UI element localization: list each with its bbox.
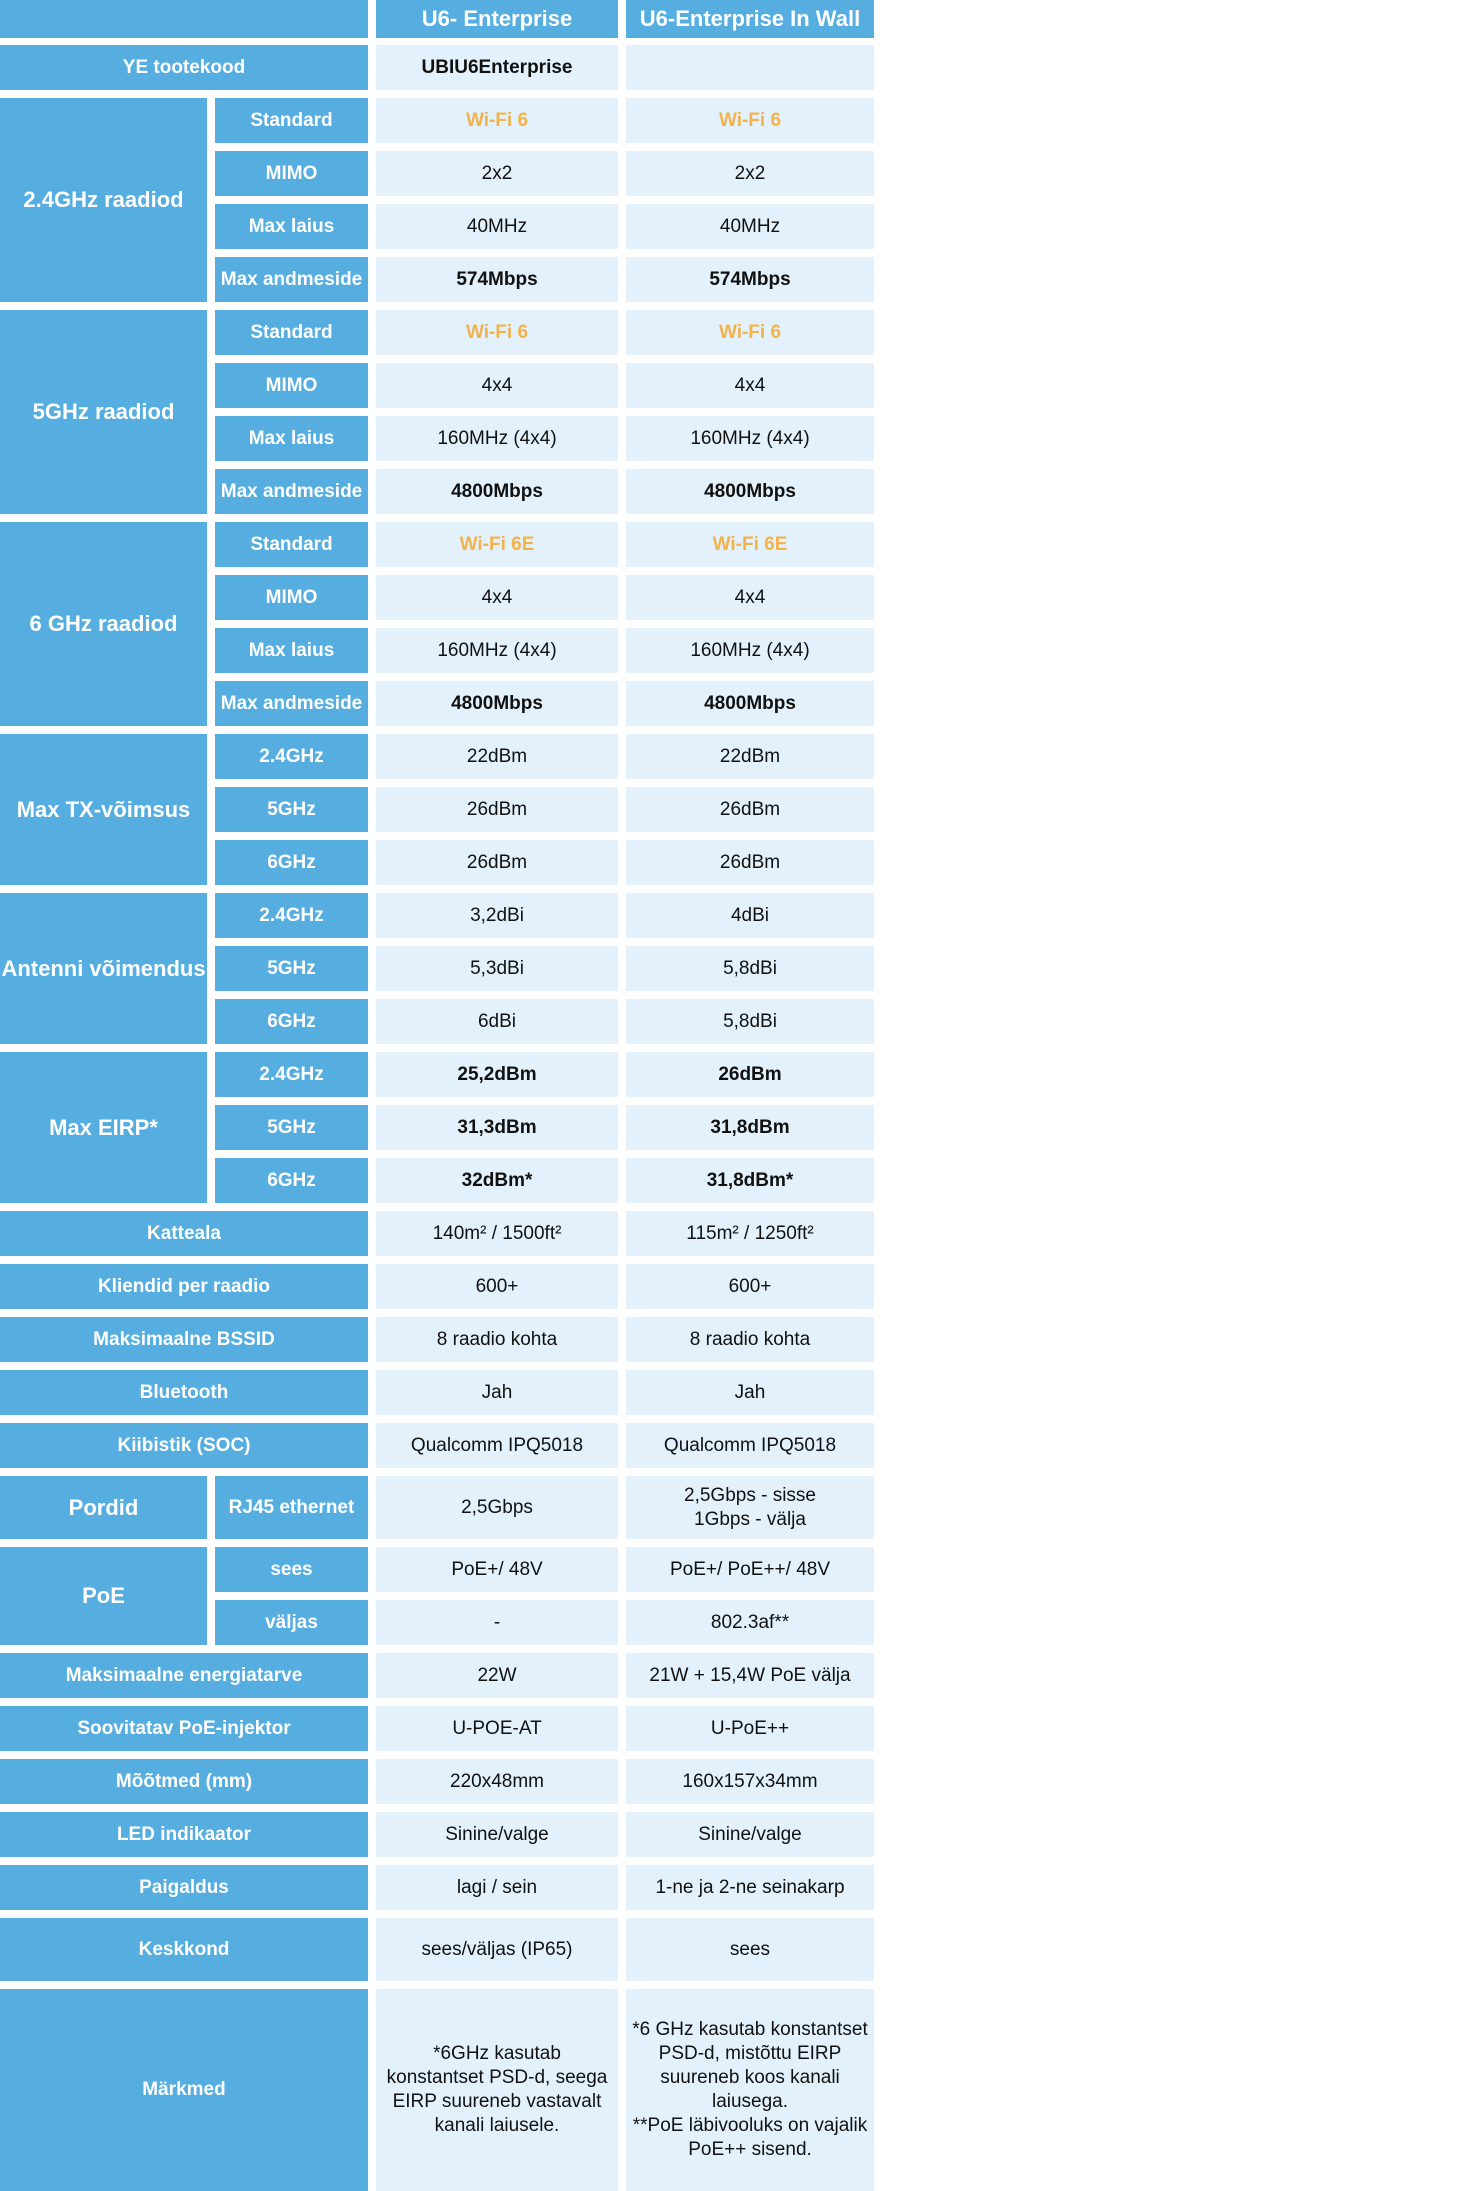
pordid-rj45-ethernet-value-u6-enterprise-in-wall: 2,5Gbps - sisse 1Gbps - välja (626, 1476, 874, 1539)
sublabel-6-ghz-raadiod-standard: Standard (215, 522, 368, 567)
group-label-max-tx-v-imsus: Max TX-võimsus (0, 734, 207, 885)
6-ghz-raadiod-mimo-value-u6-enterprise-in-wall: 4x4 (626, 575, 874, 620)
row-label-soovitatav-poe-injektor: Soovitatav PoE-injektor (0, 1706, 368, 1751)
2-4ghz-raadiod-max-laius-value-u6-enterprise-in-wall: 40MHz (626, 204, 874, 249)
sublabel-antenni-v-imendus-6ghz: 6GHz (215, 999, 368, 1044)
row-label-keskkond: Keskkond (0, 1918, 368, 1981)
sublabel-pordid-rj45-ethernet: RJ45 ethernet (215, 1476, 368, 1539)
poe-sees-value-u6-enterprise-in-wall: PoE+/ PoE++/ 48V (626, 1547, 874, 1592)
column-header-u6-enterprise: U6- Enterprise (376, 0, 618, 38)
antenni-v-imendus-6ghz-value-u6-enterprise: 6dBi (376, 999, 618, 1044)
row-label-paigaldus: Paigaldus (0, 1865, 368, 1910)
led-indikaator-value-u6-enterprise: Sinine/valge (376, 1812, 618, 1857)
2-4ghz-raadiod-max-laius-value-u6-enterprise: 40MHz (376, 204, 618, 249)
sublabel-6-ghz-raadiod-mimo: MIMO (215, 575, 368, 620)
kiibistik-soc-value-u6-enterprise: Qualcomm IPQ5018 (376, 1423, 618, 1468)
poe-v-ljas-value-u6-enterprise-in-wall: 802.3af** (626, 1600, 874, 1645)
antenni-v-imendus-2-4ghz-value-u6-enterprise-in-wall: 4dBi (626, 893, 874, 938)
group-label-6-ghz-raadiod: 6 GHz raadiod (0, 522, 207, 726)
max-eirp-2-4ghz-value-u6-enterprise-in-wall: 26dBm (626, 1052, 874, 1097)
row-label-m-rkmed: Märkmed (0, 1989, 368, 2191)
max-tx-v-imsus-5ghz-value-u6-enterprise: 26dBm (376, 787, 618, 832)
6-ghz-raadiod-standard-value-u6-enterprise-in-wall: Wi-Fi 6E (626, 522, 874, 567)
max-tx-v-imsus-5ghz-value-u6-enterprise-in-wall: 26dBm (626, 787, 874, 832)
poe-v-ljas-value-u6-enterprise: - (376, 1600, 618, 1645)
sublabel-5ghz-raadiod-max-andmeside: Max andmeside (215, 469, 368, 514)
5ghz-raadiod-max-andmeside-value-u6-enterprise-in-wall: 4800Mbps (626, 469, 874, 514)
6-ghz-raadiod-max-laius-value-u6-enterprise: 160MHz (4x4) (376, 628, 618, 673)
column-header-u6-enterprise-in-wall: U6-Enterprise In Wall (626, 0, 874, 38)
kliendid-per-raadio-value-u6-enterprise-in-wall: 600+ (626, 1264, 874, 1309)
5ghz-raadiod-mimo-value-u6-enterprise: 4x4 (376, 363, 618, 408)
max-tx-v-imsus-6ghz-value-u6-enterprise-in-wall: 26dBm (626, 840, 874, 885)
antenni-v-imendus-5ghz-value-u6-enterprise-in-wall: 5,8dBi (626, 946, 874, 991)
sublabel-max-eirp-6ghz: 6GHz (215, 1158, 368, 1203)
max-eirp-6ghz-value-u6-enterprise-in-wall: 31,8dBm* (626, 1158, 874, 1203)
ye-tootekood-value-u6-enterprise-in-wall (626, 45, 874, 90)
sublabel-max-eirp-5ghz: 5GHz (215, 1105, 368, 1150)
row-label-kiibistik-soc: Kiibistik (SOC) (0, 1423, 368, 1468)
led-indikaator-value-u6-enterprise-in-wall: Sinine/valge (626, 1812, 874, 1857)
6-ghz-raadiod-max-laius-value-u6-enterprise-in-wall: 160MHz (4x4) (626, 628, 874, 673)
sublabel-2-4ghz-raadiod-max-laius: Max laius (215, 204, 368, 249)
katteala-value-u6-enterprise-in-wall: 115m² / 1250ft² (626, 1211, 874, 1256)
6-ghz-raadiod-standard-value-u6-enterprise: Wi-Fi 6E (376, 522, 618, 567)
sublabel-6-ghz-raadiod-max-andmeside: Max andmeside (215, 681, 368, 726)
sublabel-antenni-v-imendus-2-4ghz: 2.4GHz (215, 893, 368, 938)
row-label-led-indikaator: LED indikaator (0, 1812, 368, 1857)
5ghz-raadiod-max-andmeside-value-u6-enterprise: 4800Mbps (376, 469, 618, 514)
sublabel-poe-v-ljas: väljas (215, 1600, 368, 1645)
keskkond-value-u6-enterprise-in-wall: sees (626, 1918, 874, 1981)
sublabel-2-4ghz-raadiod-standard: Standard (215, 98, 368, 143)
maksimaalne-energiatarve-value-u6-enterprise-in-wall: 21W + 15,4W PoE välja (626, 1653, 874, 1698)
pordid-rj45-ethernet-value-u6-enterprise: 2,5Gbps (376, 1476, 618, 1539)
6-ghz-raadiod-mimo-value-u6-enterprise: 4x4 (376, 575, 618, 620)
group-label-max-eirp: Max EIRP* (0, 1052, 207, 1203)
group-label-2-4ghz-raadiod: 2.4GHz raadiod (0, 98, 207, 302)
max-eirp-5ghz-value-u6-enterprise: 31,3dBm (376, 1105, 618, 1150)
2-4ghz-raadiod-standard-value-u6-enterprise: Wi-Fi 6 (376, 98, 618, 143)
2-4ghz-raadiod-mimo-value-u6-enterprise: 2x2 (376, 151, 618, 196)
max-tx-v-imsus-2-4ghz-value-u6-enterprise-in-wall: 22dBm (626, 734, 874, 779)
m-tmed-mm-value-u6-enterprise-in-wall: 160x157x34mm (626, 1759, 874, 1804)
sublabel-max-tx-v-imsus-6ghz: 6GHz (215, 840, 368, 885)
sublabel-5ghz-raadiod-standard: Standard (215, 310, 368, 355)
paigaldus-value-u6-enterprise-in-wall: 1-ne ja 2-ne seinakarp (626, 1865, 874, 1910)
row-label-maksimaalne-energiatarve: Maksimaalne energiatarve (0, 1653, 368, 1698)
row-label-ye-tootekood: YE tootekood (0, 45, 368, 90)
sublabel-max-tx-v-imsus-2-4ghz: 2.4GHz (215, 734, 368, 779)
row-label-maksimaalne-bssid: Maksimaalne BSSID (0, 1317, 368, 1362)
m-rkmed-value-u6-enterprise: *6GHz kasutab konstantset PSD-d, seega EIRP suureneb vastavalt kanali laiusele. (376, 1989, 618, 2191)
sublabel-5ghz-raadiod-mimo: MIMO (215, 363, 368, 408)
sublabel-2-4ghz-raadiod-mimo: MIMO (215, 151, 368, 196)
antenni-v-imendus-5ghz-value-u6-enterprise: 5,3dBi (376, 946, 618, 991)
5ghz-raadiod-standard-value-u6-enterprise: Wi-Fi 6 (376, 310, 618, 355)
sublabel-6-ghz-raadiod-max-laius: Max laius (215, 628, 368, 673)
max-tx-v-imsus-2-4ghz-value-u6-enterprise: 22dBm (376, 734, 618, 779)
m-rkmed-value-u6-enterprise-in-wall: *6 GHz kasutab konstantset PSD-d, mistõttu EIRP suureneb koos kanali laiusega. **PoE läbivooluks on vajalik PoE++ sisend. (626, 1989, 874, 2191)
sublabel-poe-sees: sees (215, 1547, 368, 1592)
group-label-antenni-v-imendus: Antenni võimendus (0, 893, 207, 1044)
5ghz-raadiod-mimo-value-u6-enterprise-in-wall: 4x4 (626, 363, 874, 408)
maksimaalne-bssid-value-u6-enterprise-in-wall: 8 raadio kohta (626, 1317, 874, 1362)
kliendid-per-raadio-value-u6-enterprise: 600+ (376, 1264, 618, 1309)
6-ghz-raadiod-max-andmeside-value-u6-enterprise-in-wall: 4800Mbps (626, 681, 874, 726)
max-eirp-6ghz-value-u6-enterprise: 32dBm* (376, 1158, 618, 1203)
soovitatav-poe-injektor-value-u6-enterprise-in-wall: U-PoE++ (626, 1706, 874, 1751)
5ghz-raadiod-max-laius-value-u6-enterprise: 160MHz (4x4) (376, 416, 618, 461)
max-eirp-5ghz-value-u6-enterprise-in-wall: 31,8dBm (626, 1105, 874, 1150)
soovitatav-poe-injektor-value-u6-enterprise: U-POE-AT (376, 1706, 618, 1751)
sublabel-2-4ghz-raadiod-max-andmeside: Max andmeside (215, 257, 368, 302)
row-label-katteala: Katteala (0, 1211, 368, 1256)
max-tx-v-imsus-6ghz-value-u6-enterprise: 26dBm (376, 840, 618, 885)
m-tmed-mm-value-u6-enterprise: 220x48mm (376, 1759, 618, 1804)
bluetooth-value-u6-enterprise: Jah (376, 1370, 618, 1415)
bluetooth-value-u6-enterprise-in-wall: Jah (626, 1370, 874, 1415)
row-label-m-tmed-mm: Mõõtmed (mm) (0, 1759, 368, 1804)
max-eirp-2-4ghz-value-u6-enterprise: 25,2dBm (376, 1052, 618, 1097)
sublabel-max-eirp-2-4ghz: 2.4GHz (215, 1052, 368, 1097)
paigaldus-value-u6-enterprise: lagi / sein (376, 1865, 618, 1910)
5ghz-raadiod-standard-value-u6-enterprise-in-wall: Wi-Fi 6 (626, 310, 874, 355)
sublabel-antenni-v-imendus-5ghz: 5GHz (215, 946, 368, 991)
sublabel-max-tx-v-imsus-5ghz: 5GHz (215, 787, 368, 832)
maksimaalne-bssid-value-u6-enterprise: 8 raadio kohta (376, 1317, 618, 1362)
poe-sees-value-u6-enterprise: PoE+/ 48V (376, 1547, 618, 1592)
group-label-5ghz-raadiod: 5GHz raadiod (0, 310, 207, 514)
table-corner (0, 0, 368, 38)
group-label-pordid: Pordid (0, 1476, 207, 1539)
ye-tootekood-value-u6-enterprise: UBIU6Enterprise (376, 45, 618, 90)
2-4ghz-raadiod-standard-value-u6-enterprise-in-wall: Wi-Fi 6 (626, 98, 874, 143)
antenni-v-imendus-6ghz-value-u6-enterprise-in-wall: 5,8dBi (626, 999, 874, 1044)
sublabel-5ghz-raadiod-max-laius: Max laius (215, 416, 368, 461)
row-label-kliendid-per-raadio: Kliendid per raadio (0, 1264, 368, 1309)
keskkond-value-u6-enterprise: sees/väljas (IP65) (376, 1918, 618, 1981)
2-4ghz-raadiod-mimo-value-u6-enterprise-in-wall: 2x2 (626, 151, 874, 196)
row-label-bluetooth: Bluetooth (0, 1370, 368, 1415)
antenni-v-imendus-2-4ghz-value-u6-enterprise: 3,2dBi (376, 893, 618, 938)
6-ghz-raadiod-max-andmeside-value-u6-enterprise: 4800Mbps (376, 681, 618, 726)
kiibistik-soc-value-u6-enterprise-in-wall: Qualcomm IPQ5018 (626, 1423, 874, 1468)
5ghz-raadiod-max-laius-value-u6-enterprise-in-wall: 160MHz (4x4) (626, 416, 874, 461)
2-4ghz-raadiod-max-andmeside-value-u6-enterprise: 574Mbps (376, 257, 618, 302)
group-label-poe: PoE (0, 1547, 207, 1645)
maksimaalne-energiatarve-value-u6-enterprise: 22W (376, 1653, 618, 1698)
katteala-value-u6-enterprise: 140m² / 1500ft² (376, 1211, 618, 1256)
2-4ghz-raadiod-max-andmeside-value-u6-enterprise-in-wall: 574Mbps (626, 257, 874, 302)
